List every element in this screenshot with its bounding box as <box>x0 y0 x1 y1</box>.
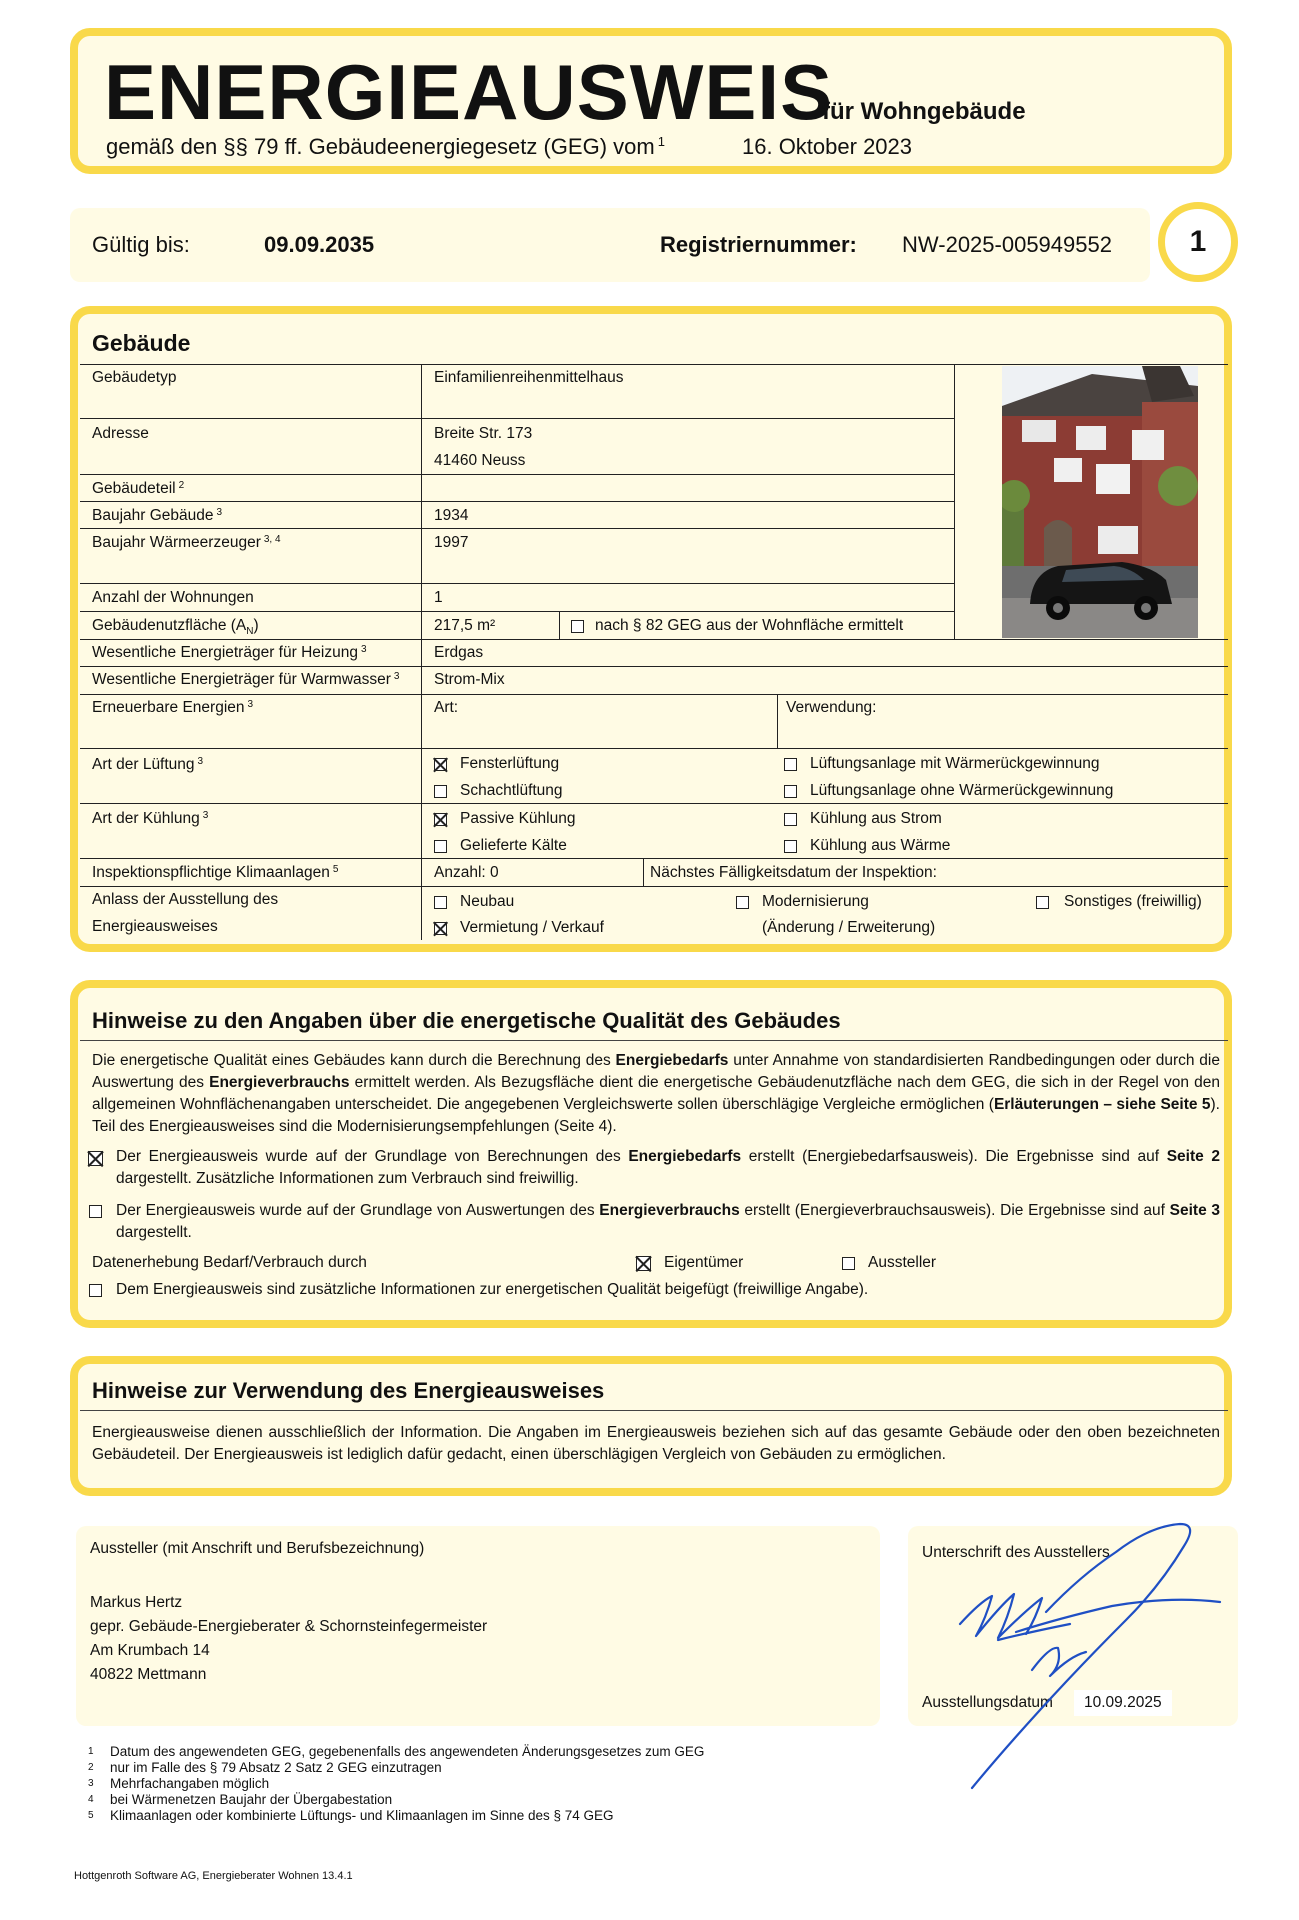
table-line <box>777 694 778 748</box>
law-footnote-marker: 1 <box>657 134 665 149</box>
footnote-4 <box>88 1792 704 1808</box>
option-modernisation-detail: (Änderung / Erweiterung) <box>762 919 936 936</box>
option-shaft-ventilation: Schachtlüftung <box>460 782 563 799</box>
software-credit: Hottgenroth Software AG, Energieberater Wohnen 13.4.1 <box>74 1870 353 1882</box>
table-line <box>80 886 1228 887</box>
additional-info-text: Dem Energieausweis sind zusätzliche Informationen zur energetischen Qualität beigefügt (freiwillige Angabe). <box>116 1281 869 1298</box>
footnote-text: Datum des angewendeten GEG, gegebenenfalls des angewendeten Änderungsgesetzes zum GEG <box>110 1744 705 1759</box>
label-cooling <box>92 810 208 828</box>
footnote-number: 3 <box>88 1778 94 1789</box>
option-ventilation-without-recovery: Lüftungsanlage ohne Wärmerückgewinnung <box>810 782 1114 799</box>
checkbox-window-ventilation[interactable] <box>434 758 447 771</box>
checkbox-shaft-ventilation[interactable] <box>434 785 447 798</box>
label-renewables <box>92 699 253 717</box>
option-other: Sonstiges (freiwillig) <box>1064 893 1202 910</box>
label-construction-year <box>92 507 222 525</box>
table-line <box>80 418 954 419</box>
usage-hints-title: Hinweise zur Verwendung des Energieausweises <box>92 1378 605 1403</box>
c2-text: erstellt (Energieverbrauchsausweis). Die Ergebnisse sind auf <box>739 1202 1170 1219</box>
footnote-number: 1 <box>88 1746 94 1757</box>
checkbox-consumption-certificate[interactable] <box>89 1205 102 1218</box>
checkbox-rental-sale[interactable] <box>434 922 447 935</box>
option-cooling-electric: Kühlung aus Strom <box>810 810 942 827</box>
label-area-from-living: nach § 82 GEG aus der Wohnfläche ermittelt <box>595 617 904 634</box>
option-modernisation: Modernisierung <box>762 893 869 910</box>
data-collection-label: Datenerhebung Bedarf/Verbrauch durch <box>92 1254 367 1271</box>
label-heating-text: Wesentliche Energieträger für Heizung <box>92 644 358 661</box>
label-construction-year-text: Baujahr Gebäude <box>92 507 214 524</box>
demand-certificate-text <box>116 1146 1220 1190</box>
option-passive-cooling: Passive Kühlung <box>460 810 576 827</box>
label-ac <box>92 864 338 882</box>
table-line <box>421 364 422 940</box>
option-new-building: Neubau <box>460 893 515 910</box>
document-subtitle: für Wohngebäude <box>822 98 1026 125</box>
checkbox-new-building[interactable] <box>434 896 447 909</box>
footnote-marker: 3 <box>202 810 209 821</box>
issuer-street: Am Krumbach 14 <box>90 1642 210 1659</box>
table-line <box>80 528 954 529</box>
renewables-use-label: Verwendung: <box>786 699 877 716</box>
label-area-text: Gebäudenutzfläche (A <box>92 617 247 634</box>
label-water-text: Wesentliche Energieträger für Warmwasser <box>92 671 391 688</box>
quality-hints-title: Hinweise zu den Angaben über die energetische Qualität des Gebäudes <box>92 1008 841 1033</box>
label-building-type: Gebäudetyp <box>92 369 177 386</box>
option-window-ventilation: Fensterlüftung <box>460 755 560 772</box>
footnote-text: Mehrfachangaben möglich <box>110 1776 270 1791</box>
footnote-marker: 3 <box>216 507 223 518</box>
ac-count: Anzahl: 0 <box>434 864 499 881</box>
table-line <box>80 639 1228 640</box>
value-building-type: Einfamilienreihenmittelhaus <box>434 369 624 386</box>
table-line <box>80 474 954 475</box>
footnote-number: 5 <box>88 1810 94 1821</box>
footnote-3 <box>88 1776 704 1792</box>
law-date: 16. Oktober 2023 <box>742 134 913 159</box>
footnote-marker: 3 <box>197 756 204 767</box>
issuer-box <box>76 1526 880 1726</box>
law-text: gemäß den §§ 79 ff. Gebäudeenergiegesetz (GEG) vom <box>106 134 655 159</box>
p1-bold: Energiebedarfs <box>615 1052 729 1069</box>
label-area-subscript: N <box>246 626 254 638</box>
issuer-name: Markus Hertz <box>90 1594 183 1611</box>
footnote-text: Klimaanlagen oder kombinierte Lüftungs- und Klimaanlagen im Sinne des § 74 GEG <box>110 1808 614 1823</box>
label-heater-year <box>92 534 281 552</box>
checkbox-other[interactable] <box>1036 896 1049 909</box>
p1-text: ). Teil des Energieausweises sind die Modernisierungsempfehlungen (Seite 4). <box>92 1096 1220 1135</box>
document-title: ENERGIEAUSWEIS <box>104 48 834 136</box>
table-line <box>80 501 954 502</box>
issuer-label: Aussteller (mit Anschrift und Berufsbezeichnung) <box>90 1540 425 1557</box>
footnotes <box>88 1744 704 1824</box>
table-line <box>80 666 1228 667</box>
value-usable-area: 217,5 m² <box>434 617 496 634</box>
registration-number: NW-2025-005949552 <box>902 232 1112 257</box>
valid-until-value: 09.09.2035 <box>264 232 375 257</box>
label-area-end: ) <box>253 617 259 634</box>
p1-bold: Energieverbrauchs <box>209 1074 350 1091</box>
footnote-marker: 3, 4 <box>263 534 281 545</box>
checkbox-issuer[interactable] <box>842 1257 855 1270</box>
value-units: 1 <box>434 589 443 606</box>
label-reason-line2: Energieausweises <box>92 918 218 935</box>
ac-next-inspection: Nächstes Fälligkeitsdatum der Inspektion: <box>650 864 937 881</box>
label-ventilation <box>92 756 203 774</box>
c1-text: erstellt (Energiebedarfsausweis). Die Ergebnisse sind auf <box>741 1148 1167 1165</box>
checkbox-modernisation[interactable] <box>736 896 749 909</box>
header-box <box>70 28 1232 174</box>
table-line <box>80 611 954 612</box>
signature-image <box>880 1506 1240 1796</box>
label-renewables-text: Erneuerbare Energien <box>92 699 245 716</box>
signature-label: Unterschrift des Ausstellers <box>922 1544 1110 1561</box>
c2-text: dargestellt. <box>116 1224 192 1241</box>
p1-text: unter Annahme von standardisierten Randbedingungen oder durch die Auswertung des <box>92 1052 1220 1091</box>
p1-text: ermittelt werden. Als Bezugsfläche dient die energetische Gebäudenutzfläche nach dem GEG, die sich in der Regel von den allgemeinen Wohnflächenangaben unterscheidet. Die angegebenen Vergleichswerte sollen überschlägige Vergleiche ermöglichen ( <box>92 1074 1220 1113</box>
c2-bold: Seite 3 <box>1169 1202 1220 1219</box>
building-section-title: Gebäude <box>92 330 191 356</box>
section-divider <box>80 1410 1228 1411</box>
label-building-part <box>92 480 184 498</box>
p1-text: Die energetische Qualität eines Gebäudes kann durch die Berechnung des <box>92 1052 616 1069</box>
page-number-badge: 1 <box>1158 202 1238 282</box>
option-delivered-cold: Gelieferte Kälte <box>460 837 567 854</box>
footnote-text: nur im Falle des § 79 Absatz 2 Satz 2 GEG einzutragen <box>110 1760 442 1775</box>
c1-bold: Seite 2 <box>1166 1148 1220 1165</box>
footnote-marker: 3 <box>247 699 254 710</box>
label-building-part-text: Gebäudeteil <box>92 480 176 497</box>
label-ventilation-text: Art der Lüftung <box>92 756 195 773</box>
label-cooling-text: Art der Kühlung <box>92 810 200 827</box>
value-address-line1: Breite Str. 173 <box>434 425 533 442</box>
label-usable-area <box>92 617 259 637</box>
checkbox-owner[interactable] <box>636 1256 651 1271</box>
table-line <box>80 364 1228 365</box>
checkbox-demand-certificate[interactable] <box>88 1151 103 1166</box>
checkbox-passive-cooling[interactable] <box>434 813 447 826</box>
option-issuer: Aussteller <box>868 1254 937 1271</box>
checkbox-cooling-heat[interactable] <box>784 840 797 853</box>
label-water-carrier <box>92 671 399 689</box>
label-units: Anzahl der Wohnungen <box>92 589 254 606</box>
table-line <box>80 748 1228 749</box>
c1-bold: Energiebedarfs <box>628 1148 742 1165</box>
usage-hints-text: Energieausweise dienen ausschließlich der Information. Die Angaben im Energieausweis beziehen sich auf das gesamte Gebäude oder den oben bezeichneten Gebäudeteil. Der Energieausweis ist lediglich dafür gedacht, einen überschlägigen Vergleich von Gebäuden zu ermöglichen. <box>92 1424 1220 1463</box>
c1-text: Der Energieausweis wurde auf der Grundlage von Berechnungen des <box>116 1148 629 1165</box>
checkbox-delivered-cold[interactable] <box>434 840 447 853</box>
table-line <box>80 694 1228 695</box>
checkbox-cooling-electric[interactable] <box>784 813 797 826</box>
quality-hints-paragraph <box>92 1050 1220 1138</box>
option-ventilation-with-recovery: Lüftungsanlage mit Wärmerückgewinnung <box>810 755 1100 772</box>
table-line <box>80 583 954 584</box>
value-address-line2: 41460 Neuss <box>434 452 526 469</box>
label-address: Adresse <box>92 425 149 442</box>
table-line <box>80 858 1228 859</box>
value-construction-year: 1934 <box>434 507 469 524</box>
c1-text: dargestellt. Zusätzliche Informationen zum Verbrauch sind freiwillig. <box>116 1170 579 1187</box>
footnote-marker: 3 <box>360 644 367 655</box>
table-line <box>643 858 644 886</box>
value-water-carrier: Strom-Mix <box>434 671 505 688</box>
c2-text: Der Energieausweis wurde auf der Grundlage von Auswertungen des <box>116 1202 600 1219</box>
validity-strip <box>70 208 1150 282</box>
table-line <box>559 611 560 639</box>
building-photo-image <box>1002 366 1198 638</box>
p1-bold: Erläuterungen – siehe Seite 5 <box>993 1096 1211 1113</box>
option-owner: Eigentümer <box>664 1254 744 1271</box>
footnote-1 <box>88 1744 704 1760</box>
registration-label: Registriernummer: <box>660 232 857 257</box>
value-heating-carrier: Erdgas <box>434 644 484 661</box>
footnote-marker: 3 <box>393 671 400 682</box>
footnote-5 <box>88 1808 704 1824</box>
checkbox-additional-info[interactable] <box>89 1284 102 1297</box>
issuer-city: 40822 Mettmann <box>90 1666 207 1683</box>
issue-date-value: 10.09.2025 <box>1074 1690 1172 1716</box>
building-photo <box>1002 366 1198 638</box>
option-cooling-heat: Kühlung aus Wärme <box>810 837 951 854</box>
label-ac-text: Inspektionspflichtige Klimaanlagen <box>92 864 330 881</box>
label-heater-year-text: Baujahr Wärmeerzeuger <box>92 534 261 551</box>
option-rental-sale: Vermietung / Verkauf <box>460 919 604 936</box>
footnote-number: 2 <box>88 1762 94 1773</box>
issue-date-label: Ausstellungsdatum <box>922 1694 1053 1711</box>
table-line <box>80 803 1228 804</box>
footnote-marker: 2 <box>178 480 185 491</box>
value-heater-year: 1997 <box>434 534 469 551</box>
label-heating-carrier <box>92 644 367 662</box>
footnote-2 <box>88 1760 704 1776</box>
checkbox-ventilation-without-recovery[interactable] <box>784 785 797 798</box>
label-reason-line1: Anlass der Ausstellung des <box>92 891 279 908</box>
renewables-type-label: Art: <box>434 699 459 716</box>
table-line <box>954 364 955 639</box>
footnote-text: bei Wärmenetzen Baujahr der Übergabestation <box>110 1792 393 1807</box>
consumption-certificate-text <box>116 1200 1220 1244</box>
law-reference <box>106 134 668 160</box>
valid-until-label: Gültig bis: <box>92 232 190 257</box>
checkbox-ventilation-with-recovery[interactable] <box>784 758 797 771</box>
issuer-title: gepr. Gebäude-Energieberater & Schornsteinfegermeister <box>90 1618 488 1635</box>
c2-bold: Energieverbrauchs <box>599 1202 740 1219</box>
checkbox-area-from-living[interactable] <box>571 620 584 633</box>
footnote-marker: 5 <box>332 864 339 875</box>
section-divider <box>80 1040 1228 1041</box>
footnote-number: 4 <box>88 1794 94 1805</box>
